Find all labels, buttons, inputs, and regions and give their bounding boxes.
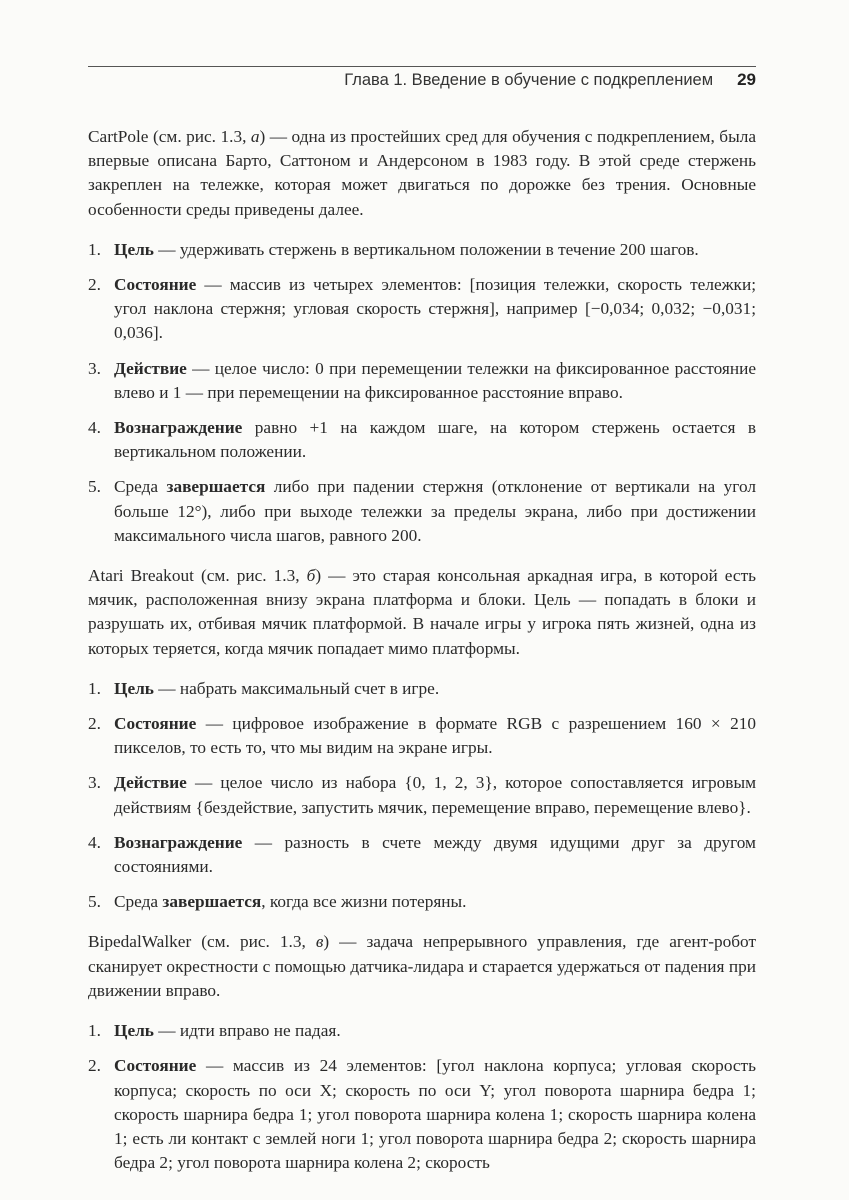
- list-item: 4. Вознаграждение — разность в счете между двумя идущими друг за другом состояниями.: [88, 832, 756, 877]
- list-item: 2. Состояние — цифровое изображение в формате RGB с разрешением 160 × 210 пикселов, то есть то, что мы видим на экране игры.: [88, 714, 756, 758]
- list-item: 4. Вознаграждение равно +1 на каждом шаге, на котором стержень остается в вертикальном положении.: [88, 418, 756, 462]
- running-header: [88, 70, 756, 90]
- list-item: 2. Состояние — массив из 24 элементов: [угол наклона корпуса; угловая скорость корпуса; скорость по оси X; скорость по оси Y; угол поворота шарнира бедра 1; скорость шарнира бедра 1; угол поворота шарнира колена 1; скорость шарнира колена 1; есть ли контакт с землей ноги 1; угол поворота шарнира бедра 2; скорость шарнира бедра 2; угол поворота шарнира колена 2; скорость: [88, 1056, 756, 1173]
- page-number: 29: [737, 70, 756, 89]
- intro-paragraph-cartpole: CartPole (см. рис. 1.3, а) — одна из простейших сред для обучения с подкреплением, была впервые описана Барто, Саттоном и Андерсоном в 1983 году. В этой среде стержень закреплен на тележке, которая может двигаться по дорожке без трения. Основные особенности среды приведены далее.: [88, 127, 756, 219]
- list-item: 3. Действие — целое число: 0 при перемещении тележки на фиксированное расстояние влево и 1 — при перемещении на фиксированное расстояние вправо.: [88, 358, 756, 402]
- chapter-title: Глава 1. Введение в обучение с подкреплением: [344, 71, 714, 89]
- list-item: 1. Цель — удерживать стержень в вертикальном положении в течение 200 шагов.: [88, 239, 699, 259]
- list-item: 3. Действие — целое число из набора {0, 1, 2, 3}, которое сопоставляется игровым действиям {бездействие, запустить мячик, перемещение вправо, перемещение влево}.: [88, 773, 756, 817]
- intro-paragraph-breakout: Atari Breakout (см. рис. 1.3, б) — это старая консольная аркадная игра, в которой есть мячик, расположенная внизу экрана платформа и блоки. Цель — попадать в блоки и разрушать их, отбивая мячик платформой. В начале игры у игрока пять жизней, одна из которых теряется, когда мячик попадает мимо платформы.: [88, 566, 757, 658]
- page-content: [88, 125, 756, 1175]
- header-rule: [88, 66, 756, 67]
- list-item: 5. Среда завершается, когда все жизни потеряны.: [88, 892, 467, 912]
- list-item: 2. Состояние — массив из четырех элементов: [позиция тележки, скорость тележки; угол наклона стержня; угловая скорость стержня], например [−0,034; 0,032; −0,031; 0,036].: [88, 275, 756, 343]
- list-item: 5. Среда завершается либо при падении стержня (отклонение от вертикали на угол больше 12°), либо при выходе тележки за пределы экрана, либо при достижении максимального числа шагов, равного 200.: [88, 477, 756, 545]
- list-item: 1. Цель — набрать максимальный счет в игре.: [88, 678, 440, 698]
- list-item: 1. Цель — идти вправо не падая.: [88, 1021, 341, 1041]
- intro-paragraph-bipedalwalker: BipedalWalker (см. рис. 1.3, в) — задача непрерывного управления, где агент-робот сканирует окрестности с помощью датчика-лидара и старается удержаться от падения при движении вправо.: [88, 932, 756, 1000]
